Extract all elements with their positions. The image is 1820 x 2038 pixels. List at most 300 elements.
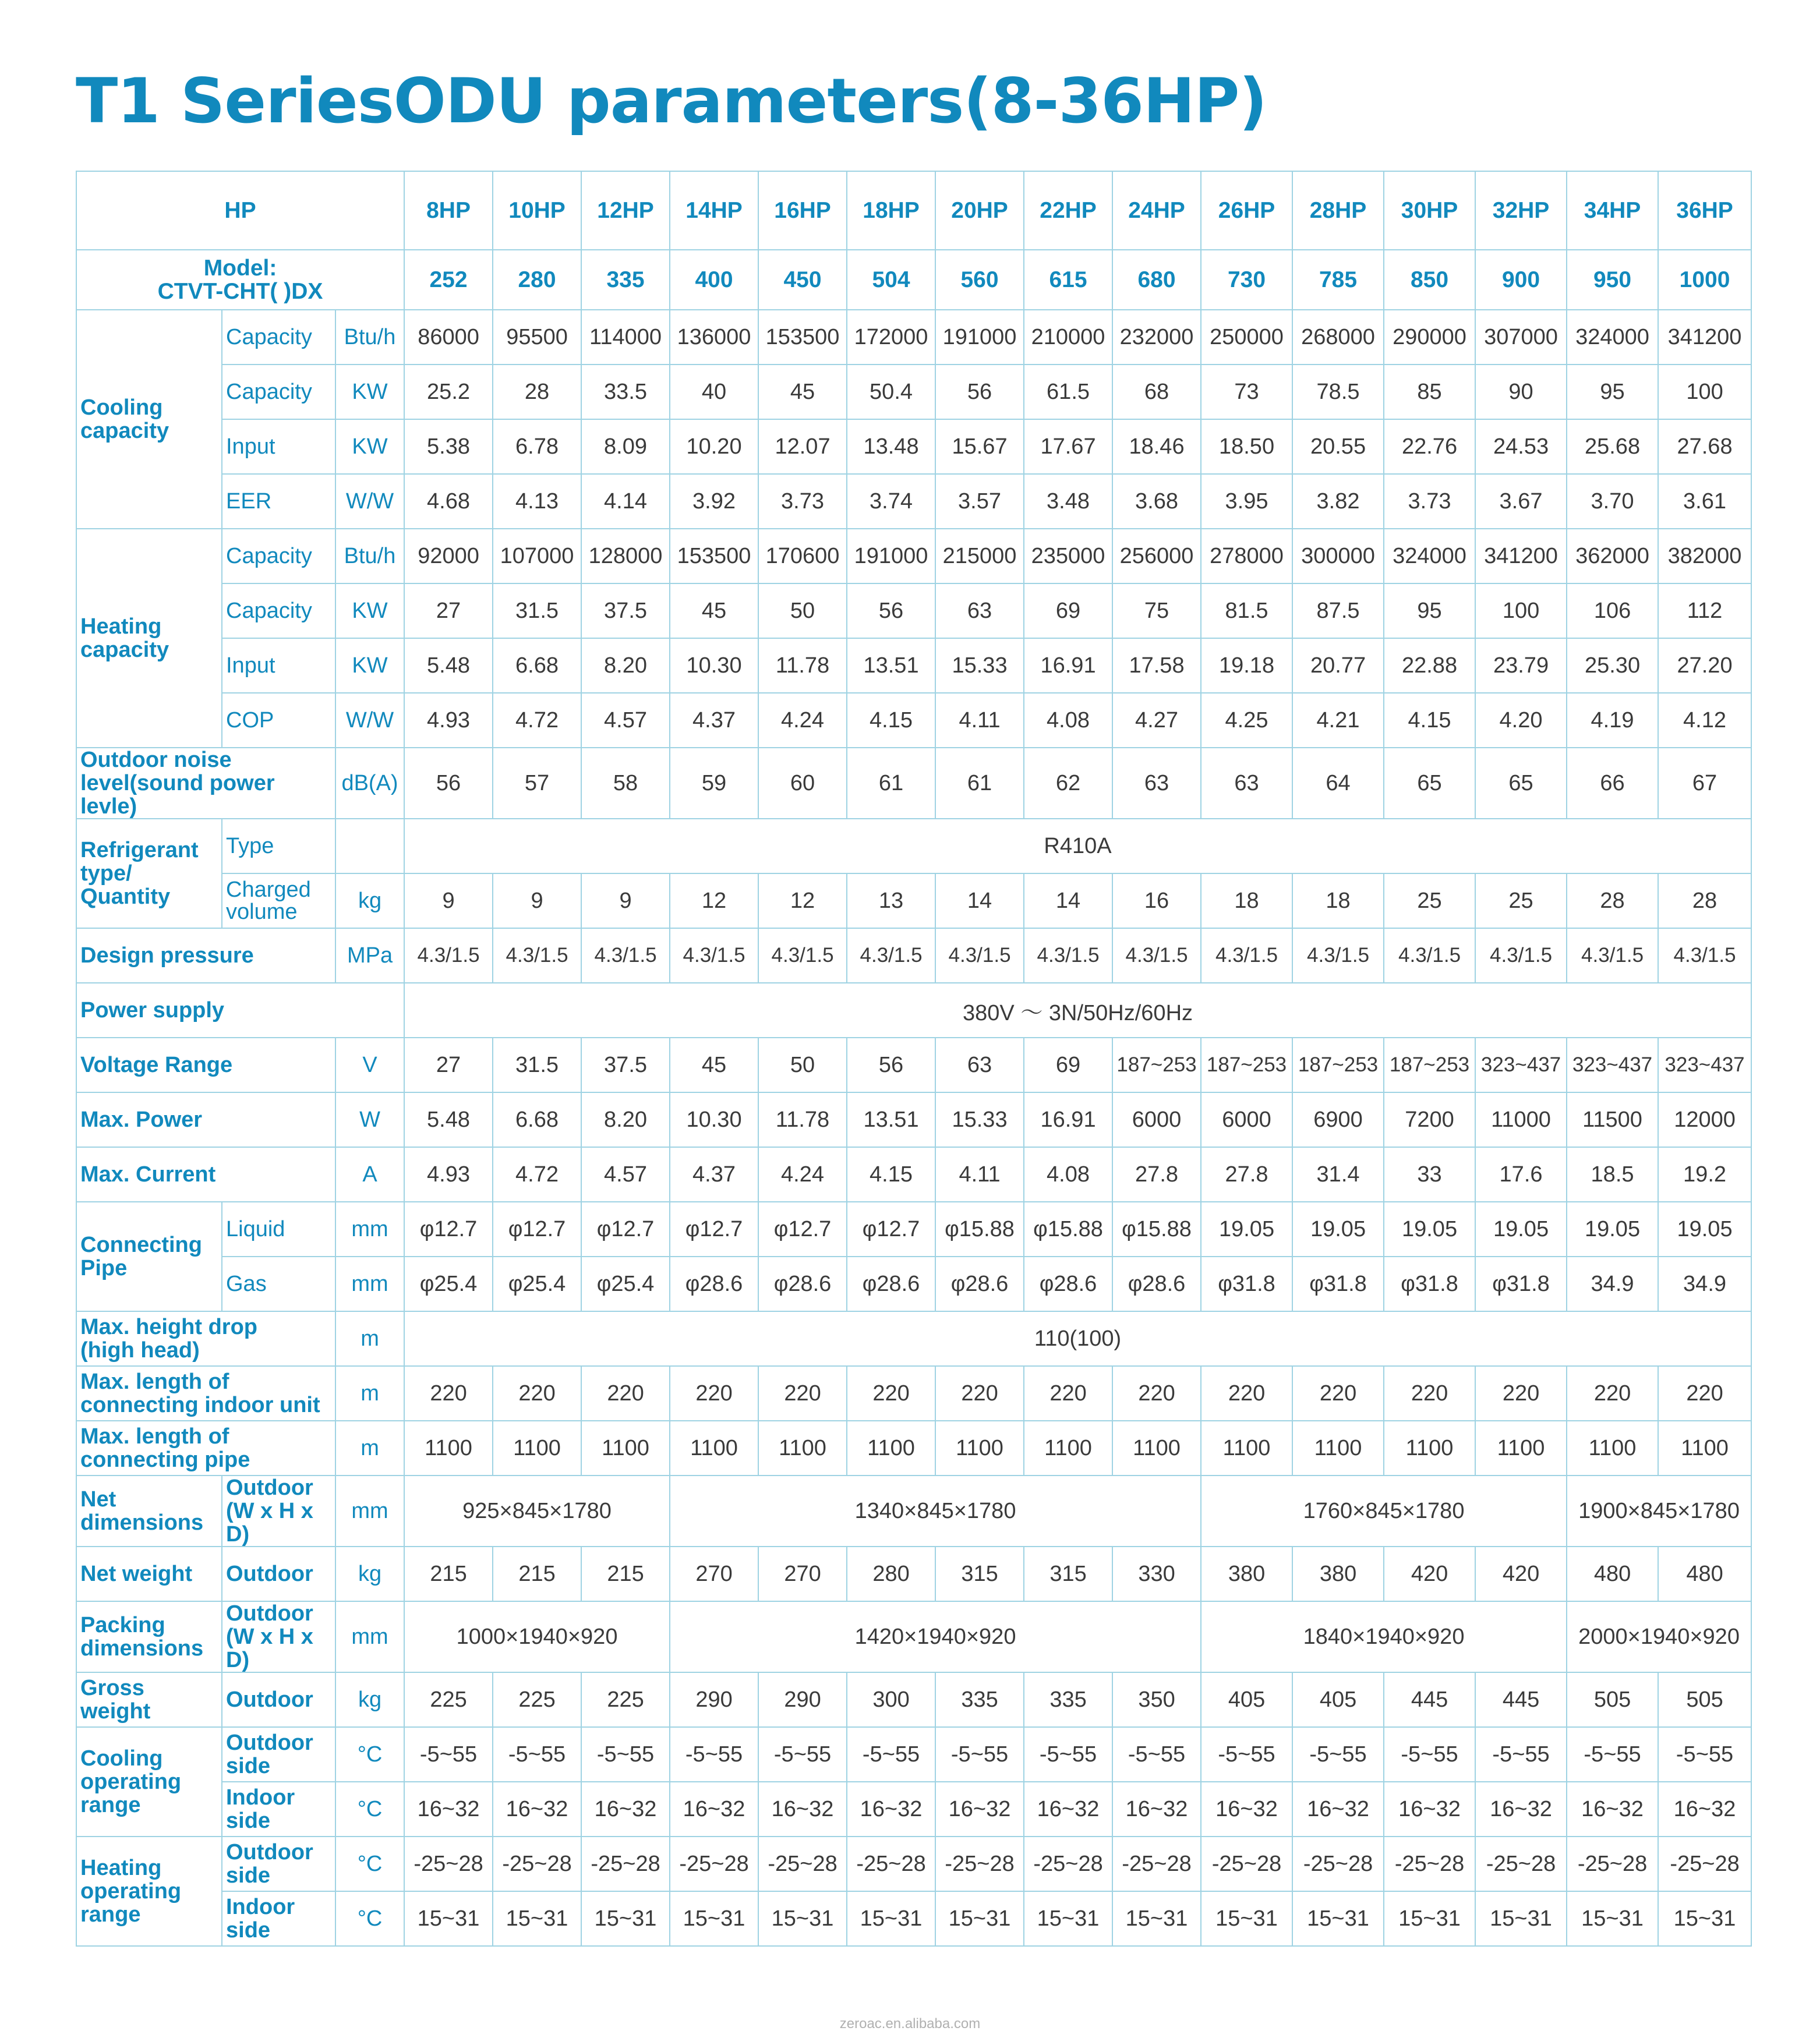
sub-label: Outdoor <box>222 1672 335 1727</box>
value-cell: 81.5 <box>1201 583 1292 638</box>
value-cell: 4.3/1.5 <box>1292 928 1384 983</box>
value-cell: 220 <box>1201 1366 1292 1421</box>
unit-cell: V <box>335 1038 404 1092</box>
value-cell: -5~55 <box>1201 1727 1292 1782</box>
unit-cell: kg <box>335 1547 404 1601</box>
value-cell: 3.73 <box>1384 474 1475 529</box>
value-cell: 95500 <box>493 310 581 365</box>
value-cell: 187~253 <box>1112 1038 1201 1092</box>
value-cell: 4.3/1.5 <box>1567 928 1658 983</box>
value-cell: 63 <box>935 583 1024 638</box>
value-cell: 232000 <box>1112 310 1201 365</box>
value-cell: 330 <box>1112 1547 1201 1601</box>
value-cell: -5~55 <box>847 1727 935 1782</box>
unit-cell: MPa <box>335 928 404 983</box>
value-cell: 31.5 <box>493 1038 581 1092</box>
value-cell: 4.15 <box>847 693 935 748</box>
table-row <box>76 1476 1751 1547</box>
value-cell: φ28.6 <box>935 1257 1024 1311</box>
value-cell: 4.21 <box>1292 693 1384 748</box>
value-cell: 4.3/1.5 <box>581 928 670 983</box>
value-cell: 4.27 <box>1112 693 1201 748</box>
value-cell: 215 <box>493 1547 581 1601</box>
value-cell: 45 <box>670 583 758 638</box>
value-cell: -25~28 <box>1112 1837 1201 1891</box>
sub-label: Capacity <box>222 583 335 638</box>
value-cell: 12 <box>758 873 847 928</box>
model-cell: 730 <box>1201 250 1292 310</box>
value-cell: 324000 <box>1567 310 1658 365</box>
value-cell: 13.48 <box>847 419 935 474</box>
value-cell: 380 <box>1201 1547 1292 1601</box>
value-cell: 1100 <box>1475 1421 1567 1476</box>
value-cell: 56 <box>847 1038 935 1092</box>
value-cell: 191000 <box>847 529 935 583</box>
unit-cell: mm <box>335 1476 404 1547</box>
hp-cell: 22HP <box>1024 171 1112 250</box>
table-row <box>76 310 1751 365</box>
value-cell: 58 <box>581 748 670 819</box>
model-cell: 450 <box>758 250 847 310</box>
value-cell: 63 <box>1112 748 1201 819</box>
value-cell: -5~55 <box>404 1727 493 1782</box>
value-cell: 335 <box>935 1672 1024 1727</box>
unit-cell: kg <box>335 873 404 928</box>
value-cell: 4.3/1.5 <box>1024 928 1112 983</box>
table-row <box>76 365 1751 419</box>
hp-cell: 28HP <box>1292 171 1384 250</box>
value-cell: -5~55 <box>1475 1727 1567 1782</box>
group-label: Heating capacity <box>76 529 222 748</box>
sub-label: Outdoor <box>222 1547 335 1601</box>
value-cell: 3.82 <box>1292 474 1384 529</box>
value-cell: 4.13 <box>493 474 581 529</box>
value-cell: 15~31 <box>581 1891 670 1946</box>
value-cell: 4.3/1.5 <box>404 928 493 983</box>
model-cell: 950 <box>1567 250 1658 310</box>
table-row <box>76 1257 1751 1311</box>
unit-cell: m <box>335 1421 404 1476</box>
value-cell: -5~55 <box>1292 1727 1384 1782</box>
value-cell: 11.78 <box>758 638 847 693</box>
hp-cell: 14HP <box>670 171 758 250</box>
value-cell: 4.15 <box>1384 693 1475 748</box>
sub-label: Gas <box>222 1257 335 1311</box>
value-cell: 17.6 <box>1475 1147 1567 1202</box>
value-cell: 4.37 <box>670 1147 758 1202</box>
value-cell: 45 <box>670 1038 758 1092</box>
value-cell: 15~31 <box>1292 1891 1384 1946</box>
value-cell: 4.3/1.5 <box>935 928 1024 983</box>
value-cell: 13.51 <box>847 1092 935 1147</box>
value-cell: 16.91 <box>1024 638 1112 693</box>
value-cell: 480 <box>1567 1547 1658 1601</box>
unit-cell: W/W <box>335 474 404 529</box>
table-row <box>76 928 1751 983</box>
value-cell: 18.46 <box>1112 419 1201 474</box>
dimension-group-cell: 1840×1940×920 <box>1201 1601 1567 1672</box>
value-cell: φ25.4 <box>493 1257 581 1311</box>
value-cell: 4.3/1.5 <box>758 928 847 983</box>
table-row <box>76 1421 1751 1476</box>
row-label: Power supply <box>76 983 404 1038</box>
table-row <box>76 693 1751 748</box>
value-cell: 69 <box>1024 1038 1112 1092</box>
sub-label: Liquid <box>222 1202 335 1257</box>
hp-cell: 16HP <box>758 171 847 250</box>
value-cell: 350 <box>1112 1672 1201 1727</box>
unit-cell: KW <box>335 365 404 419</box>
group-label: Heating operating range <box>76 1837 222 1946</box>
value-cell: 31.4 <box>1292 1147 1384 1202</box>
value-cell: 1100 <box>404 1421 493 1476</box>
sub-label: Type <box>222 819 335 873</box>
value-cell: 6000 <box>1112 1092 1201 1147</box>
model-cell: 785 <box>1292 250 1384 310</box>
value-cell: φ31.8 <box>1292 1257 1384 1311</box>
value-cell: -25~28 <box>1292 1837 1384 1891</box>
hp-cell: 10HP <box>493 171 581 250</box>
group-label: Cooling capacity <box>76 310 222 529</box>
value-cell: φ12.7 <box>847 1202 935 1257</box>
value-cell: 4.3/1.5 <box>670 928 758 983</box>
value-cell: 220 <box>935 1366 1024 1421</box>
value-cell: 28 <box>1658 873 1751 928</box>
hp-cell: 36HP <box>1658 171 1751 250</box>
value-cell: 28 <box>493 365 581 419</box>
value-cell: 4.19 <box>1567 693 1658 748</box>
value-cell: 187~253 <box>1292 1038 1384 1092</box>
value-cell: 10.20 <box>670 419 758 474</box>
value-cell: 67 <box>1658 748 1751 819</box>
value-cell: 220 <box>581 1366 670 1421</box>
sub-label: Input <box>222 638 335 693</box>
table-row <box>76 529 1751 583</box>
value-cell: φ12.7 <box>670 1202 758 1257</box>
value-cell: 6900 <box>1292 1092 1384 1147</box>
value-cell: 85 <box>1384 365 1475 419</box>
value-cell: φ31.8 <box>1384 1257 1475 1311</box>
value-cell: 20.77 <box>1292 638 1384 693</box>
value-cell: 8.09 <box>581 419 670 474</box>
value-cell: 16~32 <box>1024 1782 1112 1837</box>
value-cell: -25~28 <box>404 1837 493 1891</box>
value-cell: 335 <box>1024 1672 1112 1727</box>
dimension-group-cell: 1340×845×1780 <box>670 1476 1201 1547</box>
value-cell: 220 <box>1384 1366 1475 1421</box>
value-cell: 290000 <box>1384 310 1475 365</box>
span-value-cell: 110(100) <box>404 1311 1751 1366</box>
model-cell: 560 <box>935 250 1024 310</box>
value-cell: 8.20 <box>581 638 670 693</box>
value-cell: 45 <box>758 365 847 419</box>
sub-label: Capacity <box>222 365 335 419</box>
value-cell: 15.67 <box>935 419 1024 474</box>
value-cell: 420 <box>1384 1547 1475 1601</box>
hp-cell: 18HP <box>847 171 935 250</box>
value-cell: φ25.4 <box>404 1257 493 1311</box>
value-cell: 22.76 <box>1384 419 1475 474</box>
value-cell: 16~32 <box>404 1782 493 1837</box>
value-cell: 11000 <box>1475 1092 1567 1147</box>
value-cell: 5.48 <box>404 638 493 693</box>
value-cell: 34.9 <box>1658 1257 1751 1311</box>
unit-cell: dB(A) <box>335 748 404 819</box>
value-cell: φ12.7 <box>404 1202 493 1257</box>
value-cell: 15~31 <box>1024 1891 1112 1946</box>
value-cell: 15~31 <box>1475 1891 1567 1946</box>
value-cell: 341200 <box>1475 529 1567 583</box>
value-cell: -25~28 <box>758 1837 847 1891</box>
value-cell: 4.3/1.5 <box>1475 928 1567 983</box>
value-cell: φ31.8 <box>1201 1257 1292 1311</box>
value-cell: 33 <box>1384 1147 1475 1202</box>
value-cell: 16 <box>1112 873 1201 928</box>
value-cell: 34.9 <box>1567 1257 1658 1311</box>
value-cell: 59 <box>670 748 758 819</box>
value-cell: 16~32 <box>847 1782 935 1837</box>
value-cell: 4.72 <box>493 693 581 748</box>
value-cell: 136000 <box>670 310 758 365</box>
row-label: Max. length of connecting pipe <box>76 1421 335 1476</box>
value-cell: 56 <box>935 365 1024 419</box>
value-cell: 4.93 <box>404 693 493 748</box>
value-cell: 3.67 <box>1475 474 1567 529</box>
value-cell: 1100 <box>581 1421 670 1476</box>
table-row <box>76 1727 1751 1782</box>
value-cell: 95 <box>1567 365 1658 419</box>
value-cell: -5~55 <box>758 1727 847 1782</box>
unit-cell: kg <box>335 1672 404 1727</box>
value-cell: 15~31 <box>1201 1891 1292 1946</box>
value-cell: 1100 <box>758 1421 847 1476</box>
value-cell: 106 <box>1567 583 1658 638</box>
unit-cell: A <box>335 1147 404 1202</box>
value-cell: 100 <box>1658 365 1751 419</box>
value-cell: 27.8 <box>1112 1147 1201 1202</box>
value-cell: 1100 <box>1024 1421 1112 1476</box>
value-cell: 220 <box>1475 1366 1567 1421</box>
model-cell: 900 <box>1475 250 1567 310</box>
hp-cell: 24HP <box>1112 171 1201 250</box>
hp-label: HP <box>76 171 404 250</box>
sub-label: Outdoor (W x H x D) <box>222 1476 335 1547</box>
value-cell: 112 <box>1658 583 1751 638</box>
value-cell: 315 <box>935 1547 1024 1601</box>
value-cell: 225 <box>404 1672 493 1727</box>
value-cell: 3.73 <box>758 474 847 529</box>
value-cell: 220 <box>1024 1366 1112 1421</box>
value-cell: 37.5 <box>581 1038 670 1092</box>
value-cell: 19.05 <box>1475 1202 1567 1257</box>
value-cell: 6.78 <box>493 419 581 474</box>
value-cell: -5~55 <box>493 1727 581 1782</box>
table-row <box>76 1782 1751 1837</box>
value-cell: 16~32 <box>758 1782 847 1837</box>
value-cell: 14 <box>935 873 1024 928</box>
sub-label: Indoor side <box>222 1891 335 1946</box>
value-cell: φ15.88 <box>1112 1202 1201 1257</box>
value-cell: 16~32 <box>1292 1782 1384 1837</box>
model-cell: 400 <box>670 250 758 310</box>
value-cell: φ28.6 <box>670 1257 758 1311</box>
value-cell: 16.91 <box>1024 1092 1112 1147</box>
value-cell: 68 <box>1112 365 1201 419</box>
value-cell: 15~31 <box>670 1891 758 1946</box>
value-cell: 10.30 <box>670 638 758 693</box>
table-row <box>76 1547 1751 1601</box>
value-cell: 78.5 <box>1292 365 1384 419</box>
value-cell: -25~28 <box>935 1837 1024 1891</box>
model-cell: 504 <box>847 250 935 310</box>
value-cell: 278000 <box>1201 529 1292 583</box>
value-cell: -25~28 <box>581 1837 670 1891</box>
value-cell: 8.20 <box>581 1092 670 1147</box>
value-cell: 505 <box>1658 1672 1751 1727</box>
value-cell: 28 <box>1567 873 1658 928</box>
value-cell: 191000 <box>935 310 1024 365</box>
value-cell: 300000 <box>1292 529 1384 583</box>
sub-label: COP <box>222 693 335 748</box>
hp-cell: 30HP <box>1384 171 1475 250</box>
value-cell: 1100 <box>1567 1421 1658 1476</box>
value-cell: 220 <box>493 1366 581 1421</box>
value-cell: φ28.6 <box>1024 1257 1112 1311</box>
value-cell: 4.24 <box>758 1147 847 1202</box>
value-cell: φ12.7 <box>758 1202 847 1257</box>
hp-cell: 20HP <box>935 171 1024 250</box>
value-cell: 153500 <box>670 529 758 583</box>
sub-label: Charged volume <box>222 873 335 928</box>
model-cell: 1000 <box>1658 250 1751 310</box>
value-cell: 4.3/1.5 <box>847 928 935 983</box>
value-cell: 256000 <box>1112 529 1201 583</box>
unit-cell: Btu/h <box>335 310 404 365</box>
value-cell: 12.07 <box>758 419 847 474</box>
value-cell: -25~28 <box>1201 1837 1292 1891</box>
value-cell: 27 <box>404 583 493 638</box>
value-cell: 4.08 <box>1024 693 1112 748</box>
value-cell: 270 <box>758 1547 847 1601</box>
sub-label: Capacity <box>222 310 335 365</box>
value-cell: 172000 <box>847 310 935 365</box>
value-cell: 4.72 <box>493 1147 581 1202</box>
table-row <box>76 583 1751 638</box>
table-row <box>76 983 1751 1038</box>
value-cell: 64 <box>1292 748 1384 819</box>
value-cell: 27.68 <box>1658 419 1751 474</box>
group-label: Refrigerant type/ Quantity <box>76 819 222 928</box>
value-cell: 4.12 <box>1658 693 1751 748</box>
value-cell: 290 <box>758 1672 847 1727</box>
value-cell: 215 <box>581 1547 670 1601</box>
value-cell: 7200 <box>1384 1092 1475 1147</box>
value-cell: 16~32 <box>1475 1782 1567 1837</box>
table-row <box>76 1601 1751 1672</box>
sub-label: Input <box>222 419 335 474</box>
value-cell: 6.68 <box>493 1092 581 1147</box>
value-cell: 57 <box>493 748 581 819</box>
model-header-row <box>76 250 1751 310</box>
value-cell: 16~32 <box>1567 1782 1658 1837</box>
table-row <box>76 1092 1751 1147</box>
value-cell: 90 <box>1475 365 1567 419</box>
model-cell: 680 <box>1112 250 1201 310</box>
value-cell: 4.57 <box>581 693 670 748</box>
value-cell: 15~31 <box>935 1891 1024 1946</box>
value-cell: 15~31 <box>847 1891 935 1946</box>
hp-cell: 34HP <box>1567 171 1658 250</box>
value-cell: 280 <box>847 1547 935 1601</box>
value-cell: 40 <box>670 365 758 419</box>
value-cell: 3.61 <box>1658 474 1751 529</box>
value-cell: 3.70 <box>1567 474 1658 529</box>
row-label: Outdoor noise level(sound power levle) <box>76 748 335 819</box>
value-cell: 87.5 <box>1292 583 1384 638</box>
value-cell: 307000 <box>1475 310 1567 365</box>
model-cell: 335 <box>581 250 670 310</box>
group-label: Cooling operating range <box>76 1727 222 1837</box>
group-label: Gross weight <box>76 1672 222 1727</box>
value-cell: 341200 <box>1658 310 1751 365</box>
value-cell: 69 <box>1024 583 1112 638</box>
sub-label: Capacity <box>222 529 335 583</box>
value-cell: 15~31 <box>1658 1891 1751 1946</box>
value-cell: 15~31 <box>493 1891 581 1946</box>
value-cell: 16~32 <box>1112 1782 1201 1837</box>
value-cell: 63 <box>935 1038 1024 1092</box>
hp-header-row <box>76 171 1751 250</box>
value-cell: 92000 <box>404 529 493 583</box>
value-cell: 22.88 <box>1384 638 1475 693</box>
value-cell: 4.20 <box>1475 693 1567 748</box>
value-cell: 300 <box>847 1672 935 1727</box>
value-cell: 15~31 <box>404 1891 493 1946</box>
value-cell: 3.57 <box>935 474 1024 529</box>
value-cell: 4.3/1.5 <box>1658 928 1751 983</box>
value-cell: 323~437 <box>1475 1038 1567 1092</box>
value-cell: 4.25 <box>1201 693 1292 748</box>
model-label-line1: Model: <box>203 255 277 281</box>
value-cell: 4.15 <box>847 1147 935 1202</box>
value-cell: 4.11 <box>935 1147 1024 1202</box>
model-label-line2: CTVT-CHT( )DX <box>157 278 323 304</box>
table-row <box>76 873 1751 928</box>
value-cell: 405 <box>1292 1672 1384 1727</box>
value-cell: 4.3/1.5 <box>1112 928 1201 983</box>
value-cell: 270 <box>670 1547 758 1601</box>
sub-label: Outdoor side <box>222 1727 335 1782</box>
value-cell: 15.33 <box>935 1092 1024 1147</box>
value-cell: 17.58 <box>1112 638 1201 693</box>
row-label: Max. height drop (high head) <box>76 1311 335 1366</box>
value-cell: 15~31 <box>1567 1891 1658 1946</box>
dimension-group-cell: 1000×1940×920 <box>404 1601 670 1672</box>
unit-cell: m <box>335 1311 404 1366</box>
value-cell: 19.05 <box>1384 1202 1475 1257</box>
dimension-group-cell: 925×845×1780 <box>404 1476 670 1547</box>
table-row <box>76 474 1751 529</box>
value-cell: -5~55 <box>935 1727 1024 1782</box>
sub-label: EER <box>222 474 335 529</box>
value-cell: 3.95 <box>1201 474 1292 529</box>
value-cell: 19.2 <box>1658 1147 1751 1202</box>
value-cell: 405 <box>1201 1672 1292 1727</box>
value-cell: -5~55 <box>1658 1727 1751 1782</box>
value-cell: 12000 <box>1658 1092 1751 1147</box>
value-cell: 220 <box>847 1366 935 1421</box>
value-cell: -25~28 <box>1475 1837 1567 1891</box>
